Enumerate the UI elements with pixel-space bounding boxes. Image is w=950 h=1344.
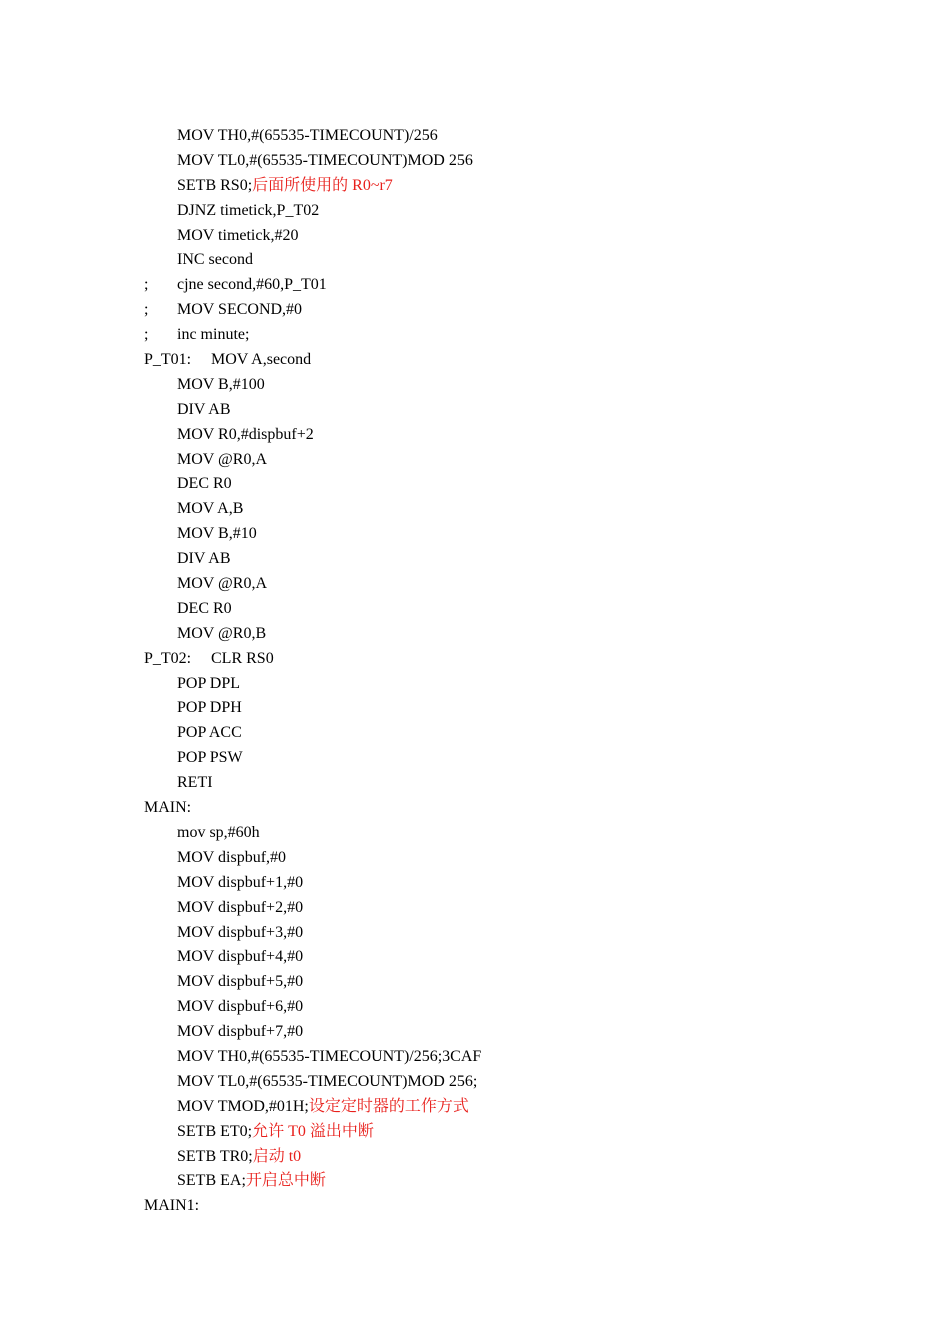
code-instruction	[177, 124, 438, 149]
inline-comment: 设定定时器的工作方式	[308, 1097, 469, 1115]
code-line	[144, 199, 844, 224]
code-line	[144, 921, 844, 946]
code-line	[144, 672, 844, 697]
code-instruction	[177, 771, 213, 796]
code-line	[144, 970, 844, 995]
code-line	[144, 1194, 844, 1219]
code-line	[144, 348, 844, 373]
code-line	[144, 448, 844, 473]
instruction-text: DJNZ timetick,P_T02	[177, 201, 320, 219]
code-line	[144, 497, 844, 522]
code-instruction	[177, 448, 267, 473]
code-instruction	[211, 647, 274, 672]
code-line	[144, 721, 844, 746]
code-instruction	[211, 348, 311, 373]
instruction-text: MOV dispbuf+3,#0	[177, 923, 304, 941]
inline-comment: 允许 T0 溢出中断	[252, 1122, 374, 1140]
code-instruction	[177, 1070, 477, 1095]
code-instruction	[177, 199, 319, 224]
instruction-text: POP DPH	[177, 699, 242, 717]
code-line	[144, 298, 844, 323]
code-instruction	[177, 871, 303, 896]
code-instruction	[177, 423, 314, 448]
code-instruction	[177, 224, 298, 249]
instruction-text: MOV @R0,A	[177, 450, 268, 468]
code-line	[144, 1045, 844, 1070]
code-line	[144, 896, 844, 921]
code-line	[144, 547, 844, 572]
code-line	[144, 1120, 844, 1145]
comment-marker: ;	[144, 301, 149, 319]
code-line	[144, 522, 844, 547]
instruction-text: MOV TH0,#(65535-TIMECOUNT)/256;3CAF	[177, 1047, 482, 1065]
instruction-text: SETB TR0;	[177, 1147, 253, 1165]
code-line	[144, 597, 844, 622]
instruction-text: MOV R0,#dispbuf+2	[177, 425, 314, 443]
code-label: P_T02:	[144, 649, 192, 667]
code-line	[144, 796, 844, 821]
code-instruction	[177, 1145, 301, 1170]
code-line	[144, 1169, 844, 1194]
instruction-text: DIV AB	[177, 550, 231, 568]
instruction-text: SETB EA;	[177, 1172, 246, 1190]
code-instruction	[177, 970, 303, 995]
code-line	[144, 398, 844, 423]
code-instruction	[177, 746, 243, 771]
code-instruction	[177, 597, 232, 622]
instruction-text: MOV TH0,#(65535-TIMECOUNT)/256	[177, 127, 438, 144]
code-instruction	[177, 248, 253, 273]
code-line	[144, 622, 844, 647]
code-line	[144, 248, 844, 273]
code-instruction	[177, 323, 249, 348]
instruction-text: MOV B,#10	[177, 525, 257, 543]
instruction-text: MOV B,#100	[177, 375, 265, 393]
instruction-text: CLR RS0	[211, 649, 274, 667]
code-instruction	[177, 174, 393, 199]
code-line	[144, 1095, 844, 1120]
instruction-text: RETI	[177, 774, 213, 792]
code-instruction	[177, 1169, 326, 1194]
code-line	[144, 423, 844, 448]
code-line	[144, 149, 844, 174]
code-instruction	[177, 995, 303, 1020]
code-instruction	[177, 298, 302, 323]
instruction-text: MOV A,second	[211, 351, 312, 369]
instruction-text: MOV dispbuf+1,#0	[177, 873, 304, 891]
instruction-text: MOV dispbuf+2,#0	[177, 898, 304, 916]
comment-marker: ;	[144, 326, 149, 344]
instruction-text: MOV @R0,A	[177, 575, 268, 593]
code-instruction	[177, 373, 265, 398]
code-line	[144, 273, 844, 298]
instruction-text: SETB RS0;	[177, 176, 253, 194]
code-instruction	[177, 821, 260, 846]
code-line	[144, 323, 844, 348]
code-line	[144, 572, 844, 597]
instruction-text: POP ACC	[177, 724, 242, 742]
code-instruction	[177, 721, 242, 746]
code-line	[144, 174, 844, 199]
code-instruction	[177, 1095, 469, 1120]
inline-comment: 后面所使用的 R0~r7	[252, 176, 393, 194]
instruction-text: MOV dispbuf,#0	[177, 848, 287, 866]
code-line	[144, 871, 844, 896]
code-label: P_T01:	[144, 351, 192, 369]
comment-marker: ;	[144, 276, 149, 294]
instruction-text: MOV TMOD,#01H;	[177, 1097, 309, 1115]
code-line	[144, 821, 844, 846]
code-instruction	[177, 572, 267, 597]
instruction-text: MOV SECOND,#0	[177, 301, 303, 319]
code-instruction	[177, 921, 303, 946]
code-instruction	[177, 497, 243, 522]
code-line	[144, 472, 844, 497]
code-line	[144, 696, 844, 721]
instruction-text: POP PSW	[177, 749, 243, 767]
instruction-text: MOV TL0,#(65535-TIMECOUNT)MOD 256	[177, 151, 473, 169]
code-label	[144, 1194, 199, 1219]
code-instruction	[177, 846, 286, 871]
code-instruction	[177, 945, 303, 970]
inline-comment: 开启总中断	[245, 1172, 326, 1190]
instruction-text: DIV AB	[177, 400, 231, 418]
code-line	[144, 945, 844, 970]
code-instruction	[177, 696, 242, 721]
code-instruction	[177, 522, 257, 547]
instruction-text: MOV dispbuf+6,#0	[177, 998, 304, 1016]
instruction-text: MOV timetick,#20	[177, 226, 299, 244]
code-instruction	[177, 1120, 374, 1145]
code-line	[144, 647, 844, 672]
code-line	[144, 124, 844, 149]
code-line	[144, 1070, 844, 1095]
code-instruction	[177, 1020, 303, 1045]
assembly-code-listing	[144, 124, 844, 1219]
code-instruction	[177, 547, 231, 572]
code-instruction	[177, 149, 473, 174]
code-instruction	[177, 398, 231, 423]
code-line	[144, 1020, 844, 1045]
instruction-text: SETB ET0;	[177, 1122, 253, 1140]
code-line	[144, 1145, 844, 1170]
instruction-text: MOV dispbuf+7,#0	[177, 1023, 304, 1041]
code-instruction	[177, 672, 240, 697]
instruction-text: MAIN1:	[144, 1197, 200, 1215]
code-line	[144, 995, 844, 1020]
code-line	[144, 224, 844, 249]
code-instruction	[177, 1045, 481, 1070]
instruction-text: POP DPL	[177, 674, 240, 692]
instruction-text: DEC R0	[177, 475, 232, 493]
code-line	[144, 373, 844, 398]
instruction-text: cjne second,#60,P_T01	[177, 276, 327, 294]
code-label	[144, 796, 191, 821]
code-instruction	[177, 472, 232, 497]
instruction-text: mov sp,#60h	[177, 823, 260, 841]
instruction-text: MOV @R0,B	[177, 624, 267, 642]
inline-comment: 启动 t0	[252, 1147, 302, 1165]
code-instruction	[177, 273, 327, 298]
code-line	[144, 746, 844, 771]
instruction-text: MOV TL0,#(65535-TIMECOUNT)MOD 256;	[177, 1072, 478, 1090]
code-line	[144, 771, 844, 796]
code-line	[144, 846, 844, 871]
instruction-text: MOV dispbuf+5,#0	[177, 973, 304, 991]
instruction-text: DEC R0	[177, 599, 232, 617]
instruction-text: INC second	[177, 251, 253, 269]
instruction-text: MAIN:	[144, 799, 192, 817]
instruction-text: MOV A,B	[177, 500, 244, 518]
instruction-text: inc minute;	[177, 326, 250, 344]
code-instruction	[177, 622, 266, 647]
code-instruction	[177, 896, 303, 921]
instruction-text: MOV dispbuf+4,#0	[177, 948, 304, 966]
